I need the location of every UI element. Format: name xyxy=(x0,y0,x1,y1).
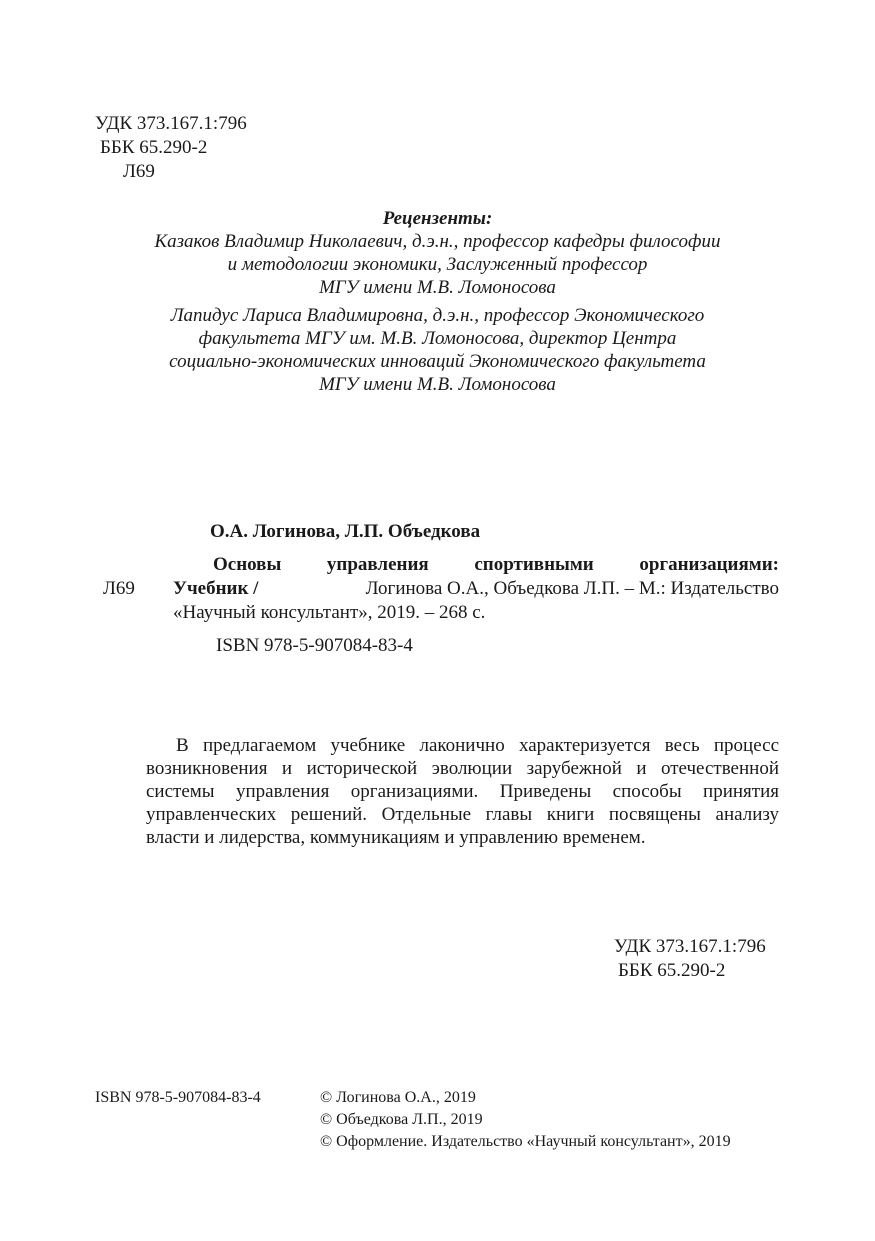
reviewer-2-line-4: МГУ имени М.В. Ломоносова xyxy=(319,374,556,395)
catalog-title-bold: Учебник / xyxy=(173,578,259,599)
copyright-line-3: © Оформление. Издательство «Научный консультант», 2019 xyxy=(320,1133,731,1150)
reviewer-1-line-2: и методологии экономики, Заслуженный профессор xyxy=(227,254,648,275)
catalog-title-line-2 xyxy=(173,577,779,600)
copyright-line-2: © Объедкова Л.П., 2019 xyxy=(320,1111,483,1128)
catalog-authors: О.А. Логинова, Л.П. Объедкова xyxy=(210,521,481,542)
catalog-title-line-1: Основы управления спортивными организациями: xyxy=(213,554,779,575)
catalog-isbn: ISBN 978-5-907084-83-4 xyxy=(216,635,413,656)
reviewers-block xyxy=(60,207,815,396)
reviewer-1-line-1: Казаков Владимир Николаевич, д.э.н., профессор кафедры философии xyxy=(154,231,721,252)
reviewers-heading: Рецензенты: xyxy=(382,208,493,229)
bbk-code-bottom: ББК 65.290-2 xyxy=(618,960,726,981)
bbk-code-top: ББК 65.290-2 xyxy=(100,137,208,158)
annotation-line-5: власти и лидерства, коммуникациям и управлению временем. xyxy=(146,827,646,848)
annotation-block xyxy=(146,734,779,849)
catalog-mark: Л69 xyxy=(103,578,135,599)
annotation-line-1: В предлагаемом учебнике лаконично характеризуется весь процесс xyxy=(176,735,779,756)
reviewer-2-line-2: факультета МГУ им. М.В. Ломоносова, директор Центра xyxy=(198,328,677,349)
annotation-line-2: возникновения и исторической эволюции зарубежной и отечественной xyxy=(146,758,779,779)
reviewer-2-line-3: социально-экономических инноваций Экономического факультета xyxy=(169,351,706,372)
udk-code-top: УДК 373.167.1:796 xyxy=(95,113,247,134)
catalog-title-rest: Логинова О.А., Объедкова Л.П. – М.: Издательство xyxy=(365,578,779,599)
reviewer-1-line-3: МГУ имени М.В. Ломоносова xyxy=(319,277,556,298)
annotation-line-4: управленческих решений. Отдельные главы книги посвящены анализу xyxy=(146,804,779,825)
copyright-line-1: © Логинова О.А., 2019 xyxy=(320,1089,476,1106)
annotation-line-3: системы управления организациями. Приведены способы принятия xyxy=(146,781,779,802)
copyright-block xyxy=(320,1087,731,1153)
footer-isbn: ISBN 978-5-907084-83-4 xyxy=(95,1089,261,1106)
author-mark-top: Л69 xyxy=(123,161,155,182)
udk-code-bottom: УДК 373.167.1:796 xyxy=(614,936,766,957)
reviewer-2-line-1: Лапидус Лариса Владимировна, д.э.н., профессор Экономического xyxy=(170,305,705,326)
catalog-title-line-3: «Научный консультант», 2019. – 268 с. xyxy=(173,602,486,623)
